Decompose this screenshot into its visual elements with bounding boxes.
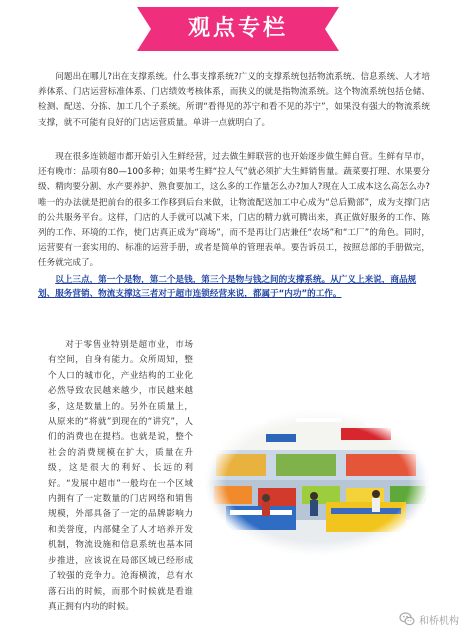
section-banner	[137, 7, 339, 51]
wechat-icon	[399, 611, 415, 627]
paragraph-support-system: 问题出在哪儿?出在支撑系统。什么事支撑系统?广义的支撑系统包括物流系统、信息系统、人才培养体系、门店运营标准体系、门店绩效考核体系，而狭义的就是指物流系统。这个物流系统包括仓储、检测、配送、分拣、加工几个子系统。所谓“看得见的苏宁和看不见的苏宁”，如果没有强大的物流系统支撑，就不可能有良好的门店运营质量。单讲一点就明白了。	[38, 72, 430, 128]
watermark-text: 和桥机构	[419, 615, 459, 627]
highlight-summary: 以上三点，第一个是物，第二个是钱，第三个是物与钱之间的支撑系统。从广义上来说，商品规划、服务营销、物流支撑这三者对于超市连锁经营来说，都属于“内功”的工作。	[38, 275, 417, 299]
paragraph-fresh-food: 现在很多连锁超市都开始引入生鲜经营，过去做生鲜联营的也开始逐步做生鲜自营。生鲜有早市，还有晚市：品项有80—100多种；如果考生鲜“拉人气”就必须扩大生鲜销售量。蔬菜要打理、水果要分级、精肉要分割、水产要养护、熟食要加工，这么多的工作量怎么办?加人?现在人工成本这么高怎么办?唯一的办法就是把前台的很多工作移到后台来做，让物流配送加工中心成为“总后勤部”，成为支撑门店的公共服务平台。这样，门店的人手就可以减下来，门店的精力就可腾出来，真正做好服务的工作、陈列的工作、环境的工作，使门店真正成为“商场”，而不是再让门店兼任“农场”和“工厂”的角色。同时，运营要有一套实用的、标准的运营手册，或者是简单的管理表单。要告诉员工，按照总部的手册做完，任务就完成了。	[38, 152, 430, 269]
watermark	[399, 611, 459, 627]
supermarket-photo	[206, 410, 429, 555]
banner-title: 观点专栏	[187, 16, 288, 41]
paragraph-retail-outlook: 对于零售业特别是超市业，市场有空间，自身有能力。众所周知，整个人口的城市化，产业结构的工业化必然导致农民越来越少，市民越来越多，这是数量上的。另外在质量上，从原来的“将就”到现在的“讲究”，人们的消费也在提档。也就是说，整个社会的消费规模在扩大，质量在升级，这是很大的利好、长远的利好。“发展中超市”一般均在一个区域内拥有了一定数量的门店网络和销售规模，外部具备了一定的品牌影响力和美誉度，内部健全了人才培养开发机制，物流设施和信息系统也基本同步推进，应该说在局部区域已经形成了较强的竞争力。沧海横流，总有水落石出的时候，而那个时候就是看谁真正拥有内功的时候。	[48, 340, 193, 612]
